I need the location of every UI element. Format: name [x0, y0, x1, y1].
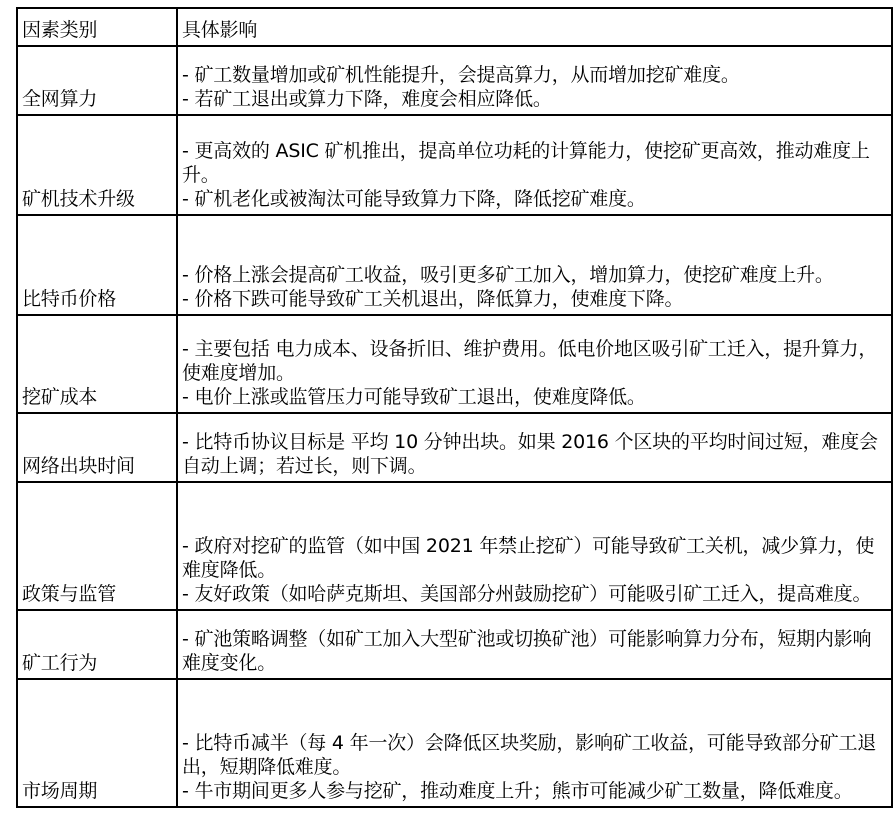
impact-cell — [177, 482, 892, 610]
impact-cell — [177, 215, 892, 315]
impact-cell — [177, 610, 892, 679]
factor-category-cell: 比特币价格 — [17, 215, 177, 315]
table-row — [17, 679, 892, 807]
impact-line: - 矿池策略调整（如矿工加入大型矿池或切换矿池）可能影响算力分布，短期内影响难度变化。 — [182, 628, 872, 674]
impact-line: - 价格下跌可能导致矿工关机退出，降低算力，使难度下降。 — [182, 288, 684, 310]
impact-line: - 牛市期间更多人参与挖矿，推动难度上升；熊市可能减少矿工数量，降低难度。 — [182, 780, 853, 802]
factor-category-cell: 矿机技术升级 — [17, 115, 177, 215]
impact-cell — [177, 315, 892, 413]
impact-cell — [177, 413, 892, 482]
table-row — [17, 482, 892, 610]
impact-line: - 电价上涨或监管压力可能导致矿工退出，使难度降低。 — [182, 386, 646, 408]
impact-line: - 比特币协议目标是 平均 10 分钟出块。如果 2016 个区块的平均时间过短，难度会自动上调；若过长，则下调。 — [182, 431, 878, 477]
table-row — [17, 115, 892, 215]
impact-line: - 友好政策（如哈萨克斯坦、美国部分州鼓励挖矿）可能吸引矿工迁入，提高难度。 — [182, 583, 872, 605]
impact-cell — [177, 115, 892, 215]
factor-category-cell: 矿工行为 — [17, 610, 177, 679]
impact-line: - 矿机老化或被淘汰可能导致算力下降，降低挖矿难度。 — [182, 188, 646, 210]
table-row — [17, 315, 892, 413]
impact-line: - 若矿工退出或算力下降，难度会相应降低。 — [182, 88, 552, 110]
table-row — [17, 610, 892, 679]
impact-line: - 矿工数量增加或矿机性能提升，会提高算力，从而增加挖矿难度。 — [182, 64, 740, 86]
table-body — [17, 46, 892, 807]
factor-category-cell: 挖矿成本 — [17, 315, 177, 413]
impact-line: - 主要包括 电力成本、设备折旧、维护费用。低电价地区吸引矿工迁入，提升算力，使难度增加。 — [182, 338, 878, 384]
factor-category-cell: 政策与监管 — [17, 482, 177, 610]
impact-line: - 更高效的 ASIC 矿机推出，提高单位功耗的计算能力，使挖矿更高效，推动难度上升。 — [182, 140, 870, 186]
impact-cell — [177, 46, 892, 115]
factor-category-cell: 市场周期 — [17, 679, 177, 807]
table-row — [17, 46, 892, 115]
difficulty-factors-table — [16, 7, 893, 808]
impact-line: - 政府对挖矿的监管（如中国 2021 年禁止挖矿）可能导致矿工关机，减少算力，使难度降低。 — [182, 535, 875, 581]
header-factor-category: 因素类别 — [17, 8, 177, 46]
factor-category-cell: 全网算力 — [17, 46, 177, 115]
header-specific-impact: 具体影响 — [177, 8, 892, 46]
table-header-row — [17, 8, 892, 46]
impact-line: - 比特币减半（每 4 年一次）会降低区块奖励，影响矿工收益，可能导致部分矿工退出，短期降低难度。 — [182, 732, 877, 778]
factor-category-cell: 网络出块时间 — [17, 413, 177, 482]
table-row — [17, 215, 892, 315]
impact-line: - 价格上涨会提高矿工收益，吸引更多矿工加入，增加算力，使挖矿难度上升。 — [182, 264, 834, 286]
impact-cell — [177, 679, 892, 807]
table-row — [17, 413, 892, 482]
